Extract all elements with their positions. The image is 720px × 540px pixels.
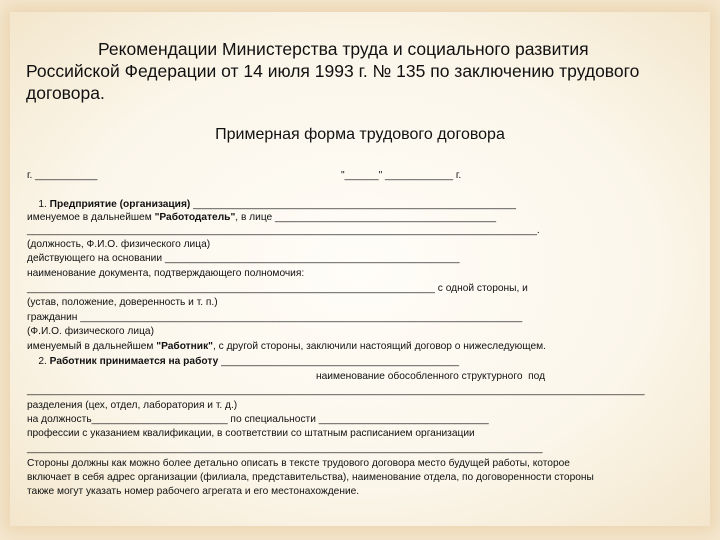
form-line: 1. Предприятие (организация) _________________________________________________________ bbox=[27, 199, 517, 210]
date-field: "______" ____________ г. bbox=[341, 170, 462, 181]
document-heading bbox=[26, 38, 716, 104]
form-line: также могут указать номер рабочего агрегата и его местонахождение. bbox=[27, 486, 360, 497]
form-line: __________________________________________________________________________________________. bbox=[27, 225, 540, 236]
form-line: (устав, положение, доверенность и т. п.) bbox=[27, 297, 218, 308]
sub-caption: наименование обособленного структурного под bbox=[316, 371, 546, 382]
heading-line-2: Российской Федерации от 14 июля 1993 г. № 135 по заключению трудового bbox=[26, 61, 640, 81]
place-field: г. ___________ bbox=[27, 170, 98, 181]
form-line: включает в себя адрес организации (филиала, представительства), наименование отдела, по договоренности стороны bbox=[27, 472, 594, 483]
form-line: _____________________________________________________________________________________________________________ bbox=[27, 385, 645, 396]
form-line: действующего на основании ____________________________________________________ bbox=[27, 253, 460, 264]
heading-line-3: договора. bbox=[26, 83, 105, 103]
form-line: на должность________________________ по специальности ______________________________ bbox=[27, 414, 489, 425]
form-line: 2. Работник принимается на работу __________________________________________ bbox=[27, 356, 460, 367]
form-line: разделения (цех, отдел, лаборатория и т. д.) bbox=[27, 400, 238, 411]
form-line: наименование документа, подтверждающего полномочия: bbox=[27, 268, 305, 279]
form-line: ___________________________________________________________________________________________ bbox=[27, 443, 543, 454]
form-line: гражданин ______________________________________________________________________________ bbox=[27, 312, 523, 323]
form-line: (Ф.И.О. физического лица) bbox=[27, 326, 154, 337]
form-line: Стороны должны как можно более детально описать в тексте трудового договора место будущей работы, которое bbox=[27, 458, 570, 469]
form-subtitle: Примерная форма трудового договора bbox=[215, 126, 505, 143]
form-line: ________________________________________________________________________ с одной стороны, и bbox=[27, 283, 528, 294]
form-line: (должность, Ф.И.О. физического лица) bbox=[27, 239, 211, 250]
form-line: именуемое в дальнейшем "Работодатель", в лице _______________________________________ bbox=[27, 212, 497, 223]
form-line: именуемый в дальнейшем "Работник", с другой стороны, заключили настоящий договор о нижеследующем. bbox=[27, 341, 547, 352]
form-line: профессии с указанием квалификации, в соответствии со штатным расписанием организации bbox=[27, 428, 475, 439]
heading-line-1: Рекомендации Министерства труда и социального развития bbox=[98, 39, 589, 59]
